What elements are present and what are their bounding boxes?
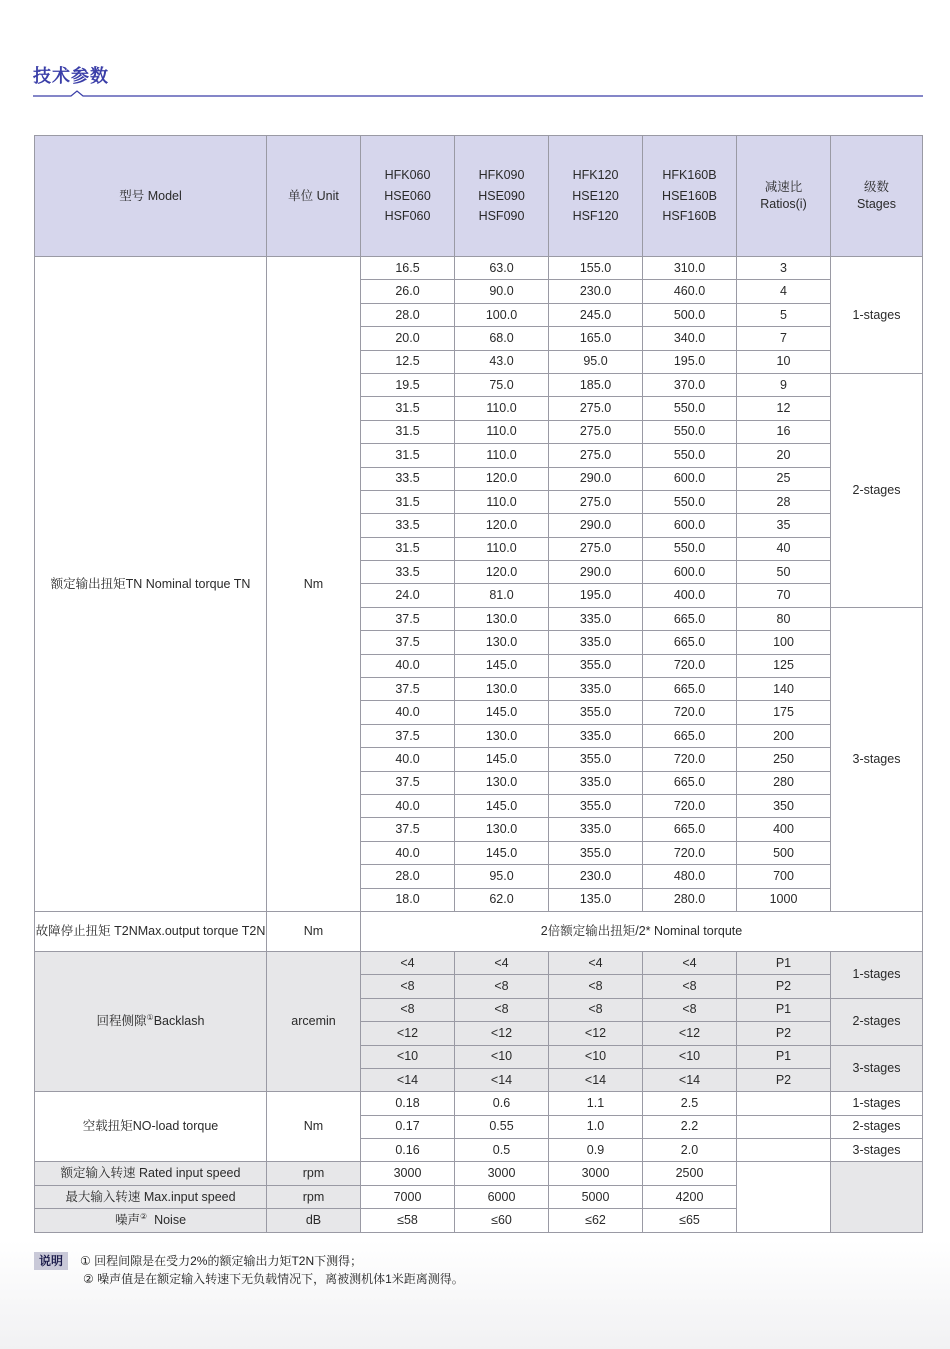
- value-cell: 720.0: [643, 841, 737, 864]
- backlash-sup: ①: [146, 1013, 154, 1023]
- ratio-en: Ratios(i): [760, 197, 807, 211]
- value-cell: 2.5: [643, 1092, 737, 1115]
- rated-speed-unit: rpm: [267, 1162, 361, 1185]
- value-cell: 230.0: [549, 280, 643, 303]
- value-cell: 43.0: [455, 350, 549, 373]
- value-cell: 0.5: [455, 1139, 549, 1162]
- ratio-cell: 7: [737, 327, 831, 350]
- stage-en: Stages: [857, 197, 896, 211]
- torque-label-cn: 额定输出扭矩: [50, 576, 126, 591]
- ratio-cell: 200: [737, 724, 831, 747]
- torque-unit: Nm: [267, 257, 361, 912]
- max-speed-unit: rpm: [267, 1185, 361, 1208]
- value-cell: <10: [643, 1045, 737, 1068]
- header-stage: [831, 136, 923, 257]
- ratio-cell: 9: [737, 373, 831, 396]
- max-torque-unit: Nm: [267, 911, 361, 951]
- value-cell: 110.0: [455, 397, 549, 420]
- model-name: HFK120: [572, 167, 619, 182]
- value-cell: 110.0: [455, 444, 549, 467]
- value-cell: <8: [455, 998, 549, 1021]
- value-cell: 340.0: [643, 327, 737, 350]
- value-cell: <12: [549, 1022, 643, 1045]
- ratio-cell: 125: [737, 654, 831, 677]
- noise-en: Noise: [154, 1213, 187, 1228]
- value-cell: 275.0: [549, 537, 643, 560]
- value-cell: 90.0: [455, 280, 549, 303]
- header-ratio: [737, 136, 831, 257]
- value-cell: 31.5: [361, 420, 455, 443]
- value-cell: <10: [361, 1045, 455, 1068]
- value-cell: 26.0: [361, 280, 455, 303]
- model-name: HSE090: [478, 188, 525, 203]
- value-cell: 230.0: [549, 865, 643, 888]
- value-cell: 355.0: [549, 701, 643, 724]
- ratio-cell: 16: [737, 420, 831, 443]
- ratio-cell: 3: [737, 257, 831, 280]
- value-cell: 355.0: [549, 841, 643, 864]
- value-cell: <4: [455, 951, 549, 974]
- value-cell: 40.0: [361, 701, 455, 724]
- value-cell: 145.0: [455, 748, 549, 771]
- value-cell: 720.0: [643, 794, 737, 817]
- value-cell: 75.0: [455, 373, 549, 396]
- ratio-cell: 50: [737, 561, 831, 584]
- value-cell: 275.0: [549, 420, 643, 443]
- value-cell: <14: [643, 1068, 737, 1091]
- value-cell: 550.0: [643, 397, 737, 420]
- value-cell: <10: [549, 1045, 643, 1068]
- empty-cell: [737, 1092, 831, 1115]
- ratio-cell: 28: [737, 490, 831, 513]
- value-cell: 110.0: [455, 420, 549, 443]
- value-cell: <4: [549, 951, 643, 974]
- value-cell: 1.1: [549, 1092, 643, 1115]
- stage-cell: 2-stages: [831, 373, 923, 607]
- value-cell: 18.0: [361, 888, 455, 911]
- value-cell: 480.0: [643, 865, 737, 888]
- value-cell: <14: [361, 1068, 455, 1091]
- value-cell: 720.0: [643, 701, 737, 724]
- value-cell: 130.0: [455, 771, 549, 794]
- model-name: HFK090: [478, 167, 525, 182]
- value-cell: 37.5: [361, 607, 455, 630]
- value-cell: 720.0: [643, 654, 737, 677]
- value-cell: 290.0: [549, 561, 643, 584]
- header-model: 型号 Model: [35, 136, 267, 257]
- value-cell: 720.0: [643, 748, 737, 771]
- value-cell: 6000: [455, 1185, 549, 1208]
- value-cell: <8: [455, 975, 549, 998]
- value-cell: ≤65: [643, 1209, 737, 1232]
- value-cell: 145.0: [455, 701, 549, 724]
- value-cell: 110.0: [455, 490, 549, 513]
- value-cell: 665.0: [643, 631, 737, 654]
- value-cell: 5000: [549, 1185, 643, 1208]
- stage-cell: 2-stages: [831, 998, 923, 1045]
- ratio-cell: 40: [737, 537, 831, 560]
- rated-speed-row: [35, 1162, 923, 1185]
- value-cell: 195.0: [643, 350, 737, 373]
- value-cell: 12.5: [361, 350, 455, 373]
- noise-label: [35, 1209, 267, 1232]
- value-cell: 31.5: [361, 444, 455, 467]
- value-cell: <8: [549, 975, 643, 998]
- value-cell: 290.0: [549, 467, 643, 490]
- value-cell: 81.0: [455, 584, 549, 607]
- model-name: HSF160B: [662, 209, 717, 224]
- note-1: ① 回程间隙是在受力2%的额定输出力矩T2N下测得；: [80, 1254, 363, 1268]
- value-cell: 145.0: [455, 841, 549, 864]
- model-name: HSF090: [478, 209, 525, 224]
- value-cell: 95.0: [455, 865, 549, 888]
- value-cell: 28.0: [361, 303, 455, 326]
- value-cell: 40.0: [361, 841, 455, 864]
- value-cell: 62.0: [455, 888, 549, 911]
- stage-cell: 3-stages: [831, 1045, 923, 1092]
- value-cell: <8: [361, 998, 455, 1021]
- value-cell: 68.0: [455, 327, 549, 350]
- value-cell: <8: [643, 998, 737, 1021]
- max-torque-value: 2倍额定输出扭矩/2* Nominal torqute: [361, 911, 923, 951]
- value-cell: 110.0: [455, 537, 549, 560]
- value-cell: 275.0: [549, 444, 643, 467]
- header-model-2: [549, 136, 643, 257]
- ratio-cell: 25: [737, 467, 831, 490]
- table-row: [35, 1092, 923, 1115]
- table-row: [35, 257, 923, 280]
- value-cell: 355.0: [549, 794, 643, 817]
- stage-cell: 1-stages: [831, 257, 923, 374]
- max-speed-label: 最大输入转速 Max.input speed: [35, 1185, 267, 1208]
- value-cell: 195.0: [549, 584, 643, 607]
- value-cell: ≤58: [361, 1209, 455, 1232]
- value-cell: 120.0: [455, 514, 549, 537]
- model-name: HSE120: [572, 188, 619, 203]
- value-cell: 37.5: [361, 771, 455, 794]
- title-underline: [33, 88, 923, 100]
- noise-sup: ②: [139, 1211, 148, 1221]
- header-row: [35, 136, 923, 257]
- value-cell: 550.0: [643, 537, 737, 560]
- value-cell: 120.0: [455, 467, 549, 490]
- empty-cell: [831, 1162, 923, 1232]
- value-cell: 37.5: [361, 724, 455, 747]
- value-cell: 130.0: [455, 724, 549, 747]
- page-title: 技术参数: [33, 66, 109, 86]
- value-cell: 335.0: [549, 724, 643, 747]
- value-cell: <12: [455, 1022, 549, 1045]
- stage-cell: 1-stages: [831, 1092, 923, 1115]
- noload-unit: Nm: [267, 1092, 361, 1162]
- stage-cell: 3-stages: [831, 607, 923, 911]
- ratio-cell: 280: [737, 771, 831, 794]
- notes: [34, 1252, 464, 1288]
- value-cell: 185.0: [549, 373, 643, 396]
- model-name: HSF060: [384, 209, 431, 224]
- value-cell: 275.0: [549, 490, 643, 513]
- precision-cell: P2: [737, 1022, 831, 1045]
- model-name: HSE060: [384, 188, 431, 203]
- value-cell: <14: [455, 1068, 549, 1091]
- value-cell: <8: [549, 998, 643, 1021]
- value-cell: 600.0: [643, 467, 737, 490]
- value-cell: 63.0: [455, 257, 549, 280]
- value-cell: 31.5: [361, 397, 455, 420]
- value-cell: 165.0: [549, 327, 643, 350]
- value-cell: 3000: [549, 1162, 643, 1185]
- value-cell: 370.0: [643, 373, 737, 396]
- value-cell: 130.0: [455, 607, 549, 630]
- header-model-1: [455, 136, 549, 257]
- value-cell: 100.0: [455, 303, 549, 326]
- value-cell: <4: [361, 951, 455, 974]
- value-cell: 16.5: [361, 257, 455, 280]
- ratio-cell: 70: [737, 584, 831, 607]
- value-cell: 31.5: [361, 490, 455, 513]
- value-cell: 95.0: [549, 350, 643, 373]
- noload-en: NO-load torque: [132, 1119, 219, 1134]
- value-cell: <12: [361, 1022, 455, 1045]
- value-cell: 335.0: [549, 678, 643, 701]
- ratio-cell: 5: [737, 303, 831, 326]
- value-cell: 0.6: [455, 1092, 549, 1115]
- value-cell: 37.5: [361, 631, 455, 654]
- stage-cell: 3-stages: [831, 1139, 923, 1162]
- value-cell: 145.0: [455, 794, 549, 817]
- max-torque-cn: 故障停止扭矩 T2N: [35, 924, 138, 938]
- precision-cell: P1: [737, 1045, 831, 1068]
- value-cell: 355.0: [549, 748, 643, 771]
- value-cell: 33.5: [361, 561, 455, 584]
- model-name: HFK160B: [662, 167, 717, 182]
- value-cell: 24.0: [361, 584, 455, 607]
- ratio-cell: 1000: [737, 888, 831, 911]
- ratio-cell: 4: [737, 280, 831, 303]
- ratio-cell: 500: [737, 841, 831, 864]
- value-cell: 665.0: [643, 818, 737, 841]
- spec-table: [34, 135, 923, 1233]
- value-cell: <4: [643, 951, 737, 974]
- max-torque-label: [35, 911, 267, 951]
- value-cell: 1.0: [549, 1115, 643, 1138]
- model-name: HFK060: [384, 167, 431, 182]
- ratio-cell: 350: [737, 794, 831, 817]
- ratio-cell: 100: [737, 631, 831, 654]
- value-cell: 145.0: [455, 654, 549, 677]
- value-cell: 460.0: [643, 280, 737, 303]
- value-cell: 400.0: [643, 584, 737, 607]
- ratio-cn: 减速比: [764, 180, 803, 195]
- model-name: HSF120: [572, 209, 619, 224]
- stage-cell: 2-stages: [831, 1115, 923, 1138]
- value-cell: 2500: [643, 1162, 737, 1185]
- value-cell: 120.0: [455, 561, 549, 584]
- noise-cn: 噪声: [114, 1213, 140, 1228]
- backlash-cn: 回程侧隙: [96, 1014, 147, 1029]
- value-cell: 3000: [361, 1162, 455, 1185]
- value-cell: 665.0: [643, 724, 737, 747]
- value-cell: 335.0: [549, 818, 643, 841]
- value-cell: 130.0: [455, 678, 549, 701]
- value-cell: 310.0: [643, 257, 737, 280]
- value-cell: 335.0: [549, 771, 643, 794]
- noload-cn: 空载扭矩: [82, 1119, 133, 1134]
- value-cell: 290.0: [549, 514, 643, 537]
- precision-cell: P2: [737, 1068, 831, 1091]
- precision-cell: P1: [737, 998, 831, 1021]
- header-model-3: [643, 136, 737, 257]
- value-cell: 275.0: [549, 397, 643, 420]
- stage-cell: 1-stages: [831, 951, 923, 998]
- value-cell: 550.0: [643, 444, 737, 467]
- value-cell: <12: [643, 1022, 737, 1045]
- value-cell: 28.0: [361, 865, 455, 888]
- value-cell: 0.55: [455, 1115, 549, 1138]
- header-unit: 单位 Unit: [267, 136, 361, 257]
- value-cell: 2.2: [643, 1115, 737, 1138]
- value-cell: <10: [455, 1045, 549, 1068]
- precision-cell: P1: [737, 951, 831, 974]
- max-torque-en: Max.output torque T2N: [137, 924, 266, 938]
- value-cell: 7000: [361, 1185, 455, 1208]
- value-cell: <8: [361, 975, 455, 998]
- value-cell: 500.0: [643, 303, 737, 326]
- value-cell: 130.0: [455, 631, 549, 654]
- value-cell: 3000: [455, 1162, 549, 1185]
- torque-label: [35, 257, 267, 912]
- ratio-cell: 35: [737, 514, 831, 537]
- value-cell: 4200: [643, 1185, 737, 1208]
- noise-unit: dB: [267, 1209, 361, 1232]
- backlash-label: [35, 951, 267, 1091]
- ratio-cell: 80: [737, 607, 831, 630]
- value-cell: <8: [643, 975, 737, 998]
- value-cell: 40.0: [361, 794, 455, 817]
- max-torque-row: [35, 911, 923, 951]
- value-cell: 665.0: [643, 678, 737, 701]
- value-cell: 0.18: [361, 1092, 455, 1115]
- value-cell: 600.0: [643, 514, 737, 537]
- value-cell: 20.0: [361, 327, 455, 350]
- ratio-cell: 250: [737, 748, 831, 771]
- value-cell: 130.0: [455, 818, 549, 841]
- notes-tag: 说明: [34, 1252, 68, 1270]
- value-cell: 33.5: [361, 514, 455, 537]
- value-cell: ≤62: [549, 1209, 643, 1232]
- value-cell: ≤60: [455, 1209, 549, 1232]
- rated-speed-label: 额定输入转速 Rated input speed: [35, 1162, 267, 1185]
- value-cell: 37.5: [361, 818, 455, 841]
- value-cell: 600.0: [643, 561, 737, 584]
- value-cell: 19.5: [361, 373, 455, 396]
- precision-cell: P2: [737, 975, 831, 998]
- backlash-en: Backlash: [153, 1014, 205, 1029]
- value-cell: 135.0: [549, 888, 643, 911]
- noload-label: [35, 1092, 267, 1162]
- model-name: HSE160B: [662, 188, 717, 203]
- empty-cell: [737, 1162, 831, 1232]
- ratio-cell: 175: [737, 701, 831, 724]
- value-cell: 0.17: [361, 1115, 455, 1138]
- header-model-0: [361, 136, 455, 257]
- value-cell: 155.0: [549, 257, 643, 280]
- value-cell: 665.0: [643, 771, 737, 794]
- ratio-cell: 20: [737, 444, 831, 467]
- value-cell: 280.0: [643, 888, 737, 911]
- value-cell: 550.0: [643, 420, 737, 443]
- torque-label-en: TN Nominal torque TN: [125, 576, 251, 591]
- ratio-cell: 700: [737, 865, 831, 888]
- empty-cell: [737, 1139, 831, 1162]
- value-cell: 355.0: [549, 654, 643, 677]
- value-cell: 550.0: [643, 490, 737, 513]
- ratio-cell: 12: [737, 397, 831, 420]
- value-cell: 245.0: [549, 303, 643, 326]
- ratio-cell: 10: [737, 350, 831, 373]
- value-cell: 2.0: [643, 1139, 737, 1162]
- value-cell: 40.0: [361, 654, 455, 677]
- note-2: ② 噪声值是在额定输入转速下无负载情况下，离被测机体1米距离测得。: [83, 1272, 464, 1286]
- value-cell: 335.0: [549, 631, 643, 654]
- ratio-cell: 400: [737, 818, 831, 841]
- value-cell: <14: [549, 1068, 643, 1091]
- empty-cell: [737, 1115, 831, 1138]
- stage-cn: 级数: [863, 180, 889, 195]
- value-cell: 0.16: [361, 1139, 455, 1162]
- value-cell: 335.0: [549, 607, 643, 630]
- table-row: [35, 951, 923, 974]
- value-cell: 665.0: [643, 607, 737, 630]
- value-cell: 37.5: [361, 678, 455, 701]
- backlash-unit: arcemin: [267, 951, 361, 1091]
- ratio-cell: 140: [737, 678, 831, 701]
- value-cell: 31.5: [361, 537, 455, 560]
- value-cell: 0.9: [549, 1139, 643, 1162]
- value-cell: 40.0: [361, 748, 455, 771]
- value-cell: 33.5: [361, 467, 455, 490]
